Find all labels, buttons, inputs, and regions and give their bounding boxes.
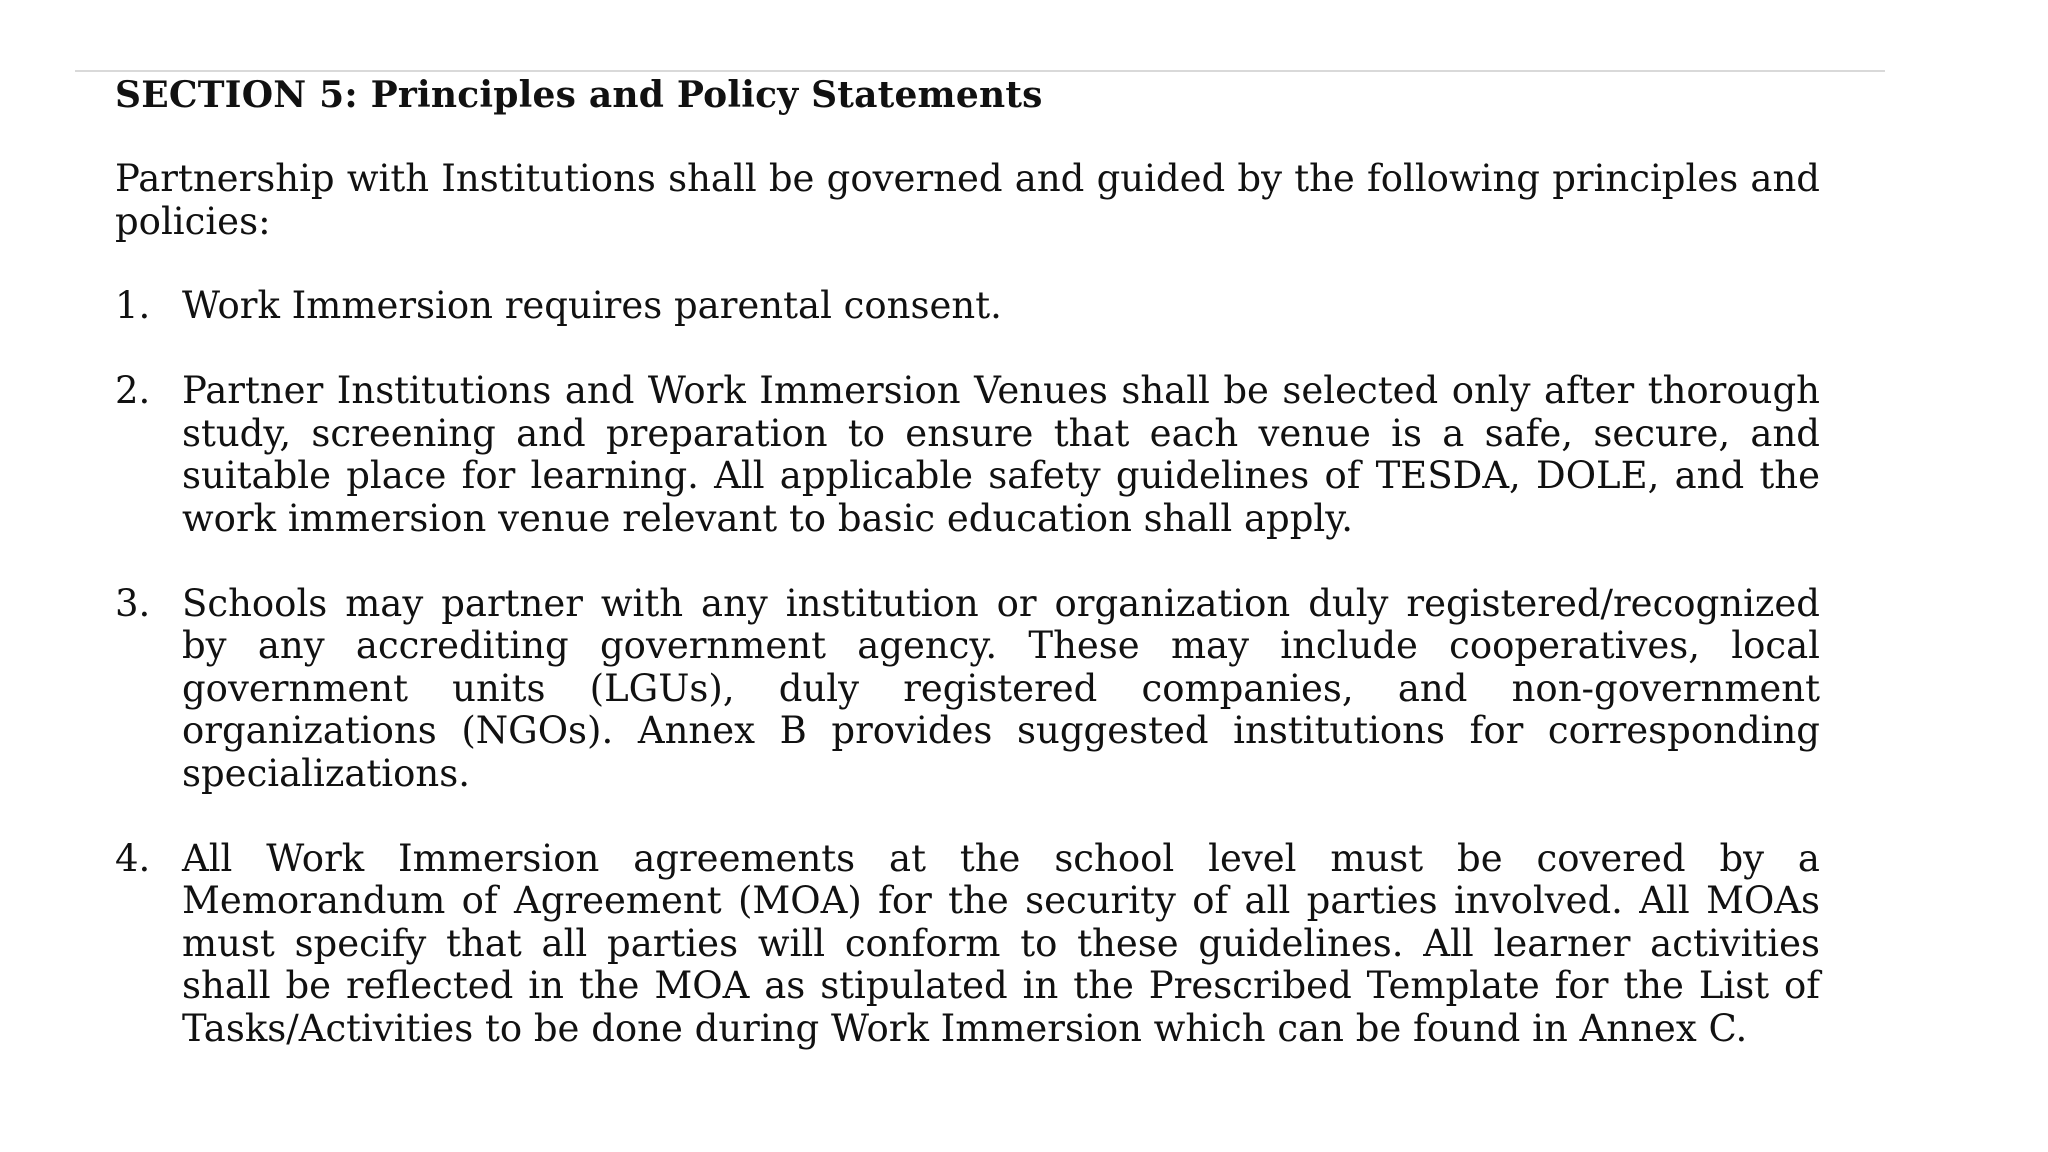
list-item-text: All Work Immersion agreements at the school level must be covered by a Memorandum of Agreement (MOA) for the security of all parties involved. All MOAs must specify that all parties will conform to these guidelines. All learner activities shall be reflected in the MOA as stipulated in the Prescribed Template for the List of Tasks/Activities to be done during Work Immersion which can be found in Annex C. xyxy=(182,836,1820,1050)
list-item-text: Schools may partner with any institution or organization duly registered/recognized by any accrediting government agency. These may include cooperatives, local government units (LGUs), duly registered companies, and non-government organizations (NGOs). Annex B provides suggested institutions for corresponding specializations. xyxy=(182,581,1820,795)
list-item-number: 1. xyxy=(115,284,151,327)
list-item-number: 4. xyxy=(115,836,151,880)
document-page xyxy=(115,74,1820,1093)
list-item xyxy=(115,838,1820,1051)
list-item xyxy=(115,370,1820,540)
section-heading: SECTION 5: Principles and Policy Statements xyxy=(115,74,1043,116)
policy-list xyxy=(115,285,1820,1050)
list-item-number: 2. xyxy=(115,369,151,412)
list-item xyxy=(115,285,1820,328)
intro-paragraph: Partnership with Institutions shall be governed and guided by the following principles and policies: xyxy=(115,157,1820,243)
list-item-number: 3. xyxy=(115,581,151,625)
list-item xyxy=(115,583,1820,796)
list-item-text: Partner Institutions and Work Immersion Venues shall be selected only after thorough study, screening and preparation to ensure that each venue is a safe, secure, and suitable place for learning. All applicable safety guidelines of TESDA, DOLE, and the work immersion venue relevant to basic education shall apply. xyxy=(182,369,1820,540)
top-divider xyxy=(75,70,1885,72)
list-item-text: Work Immersion requires parental consent. xyxy=(182,284,1002,327)
